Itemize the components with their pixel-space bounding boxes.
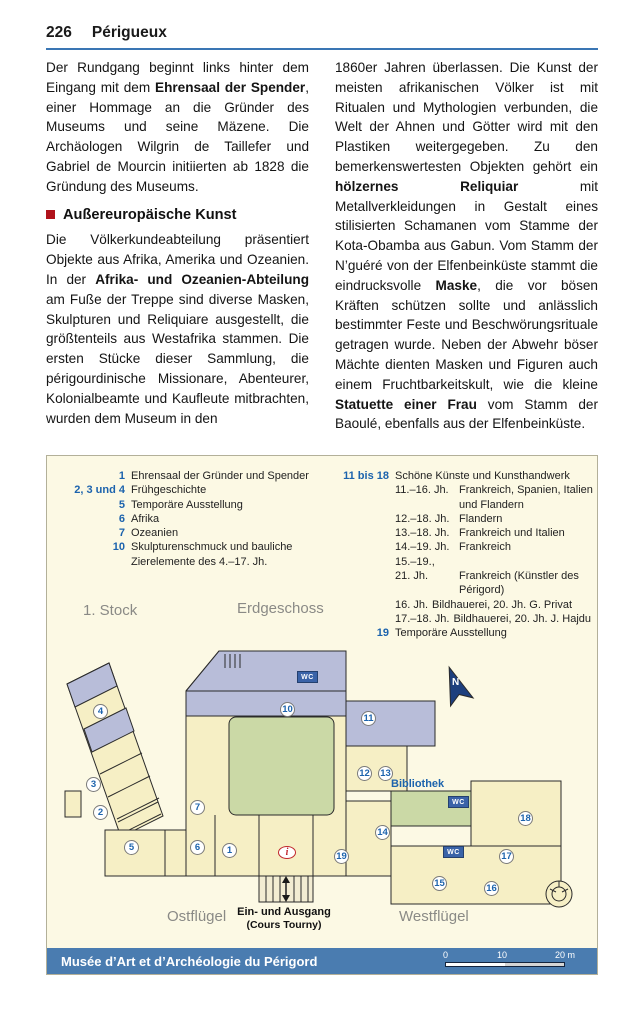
room-marker-4: 4 <box>93 704 108 719</box>
text-run: 1860er Jahren überlassen. Die Kunst der meisten afrikanischen Völker ist mit Ritualen und Mythologien verbunden, die Welt der Ahnen und Götter wird mit den Plastiken weitergegeben. Zu den bemerkenswertesten Objekten gehört ein <box>335 60 598 174</box>
page-number: 226 <box>46 24 72 41</box>
room-marker-19: 19 <box>334 849 349 864</box>
legend-text: Flandern <box>459 512 503 525</box>
legend-period: 17.–18. Jh. <box>395 612 450 625</box>
wing-label-west: Westflügel <box>399 908 469 925</box>
text-run: Die Völkerkundeabteilung präsentiert Objekte aus Afrika, Amerika und Ozeanien. In der <box>46 232 309 287</box>
legend-number: 7 <box>118 527 125 540</box>
main-building-upper <box>186 651 346 716</box>
legend-text: Bildhauerei, 20. Jh. J. Hajdu <box>453 612 592 625</box>
room-marker-14: 14 <box>375 825 390 840</box>
legend-period: 11.–16. Jh. <box>395 484 449 497</box>
room-11-strip <box>346 701 435 746</box>
legend-right <box>341 469 593 641</box>
room-marker-18: 18 <box>518 811 533 826</box>
page-header <box>46 24 598 50</box>
paragraph <box>335 58 598 434</box>
wing-label-east: Ostflügel <box>167 908 227 925</box>
legend-subrow <box>341 598 593 612</box>
legend-text: Frankreich (Künstler des Périgord) <box>459 570 579 597</box>
legend-row <box>61 540 329 569</box>
text-run: mit Metallverkleidungen in Gestalt eines stilisierten Schamanen vom Stamme der Kota-Obamba aus Gabun. Vom Stamm der N’guéré von der Elfenbeinküste stammt die eindrucksvolle <box>335 178 598 293</box>
text-run: vom Stamm der Baoulé, ebenfalls aus der Elfenbeinküste. <box>335 396 598 432</box>
scale-tick-0: 0 <box>443 950 449 960</box>
wc-marker: WC <box>443 846 464 858</box>
legend-row <box>341 469 593 483</box>
article-columns <box>46 58 598 450</box>
room-marker-1: 1 <box>222 843 237 858</box>
legend-text: Temporäre Ausstellung <box>131 498 243 511</box>
legend-subrow <box>341 526 593 540</box>
bold-run: Maske <box>435 277 478 293</box>
legend-row <box>61 498 329 512</box>
legend-text: Bildhauerei, 20. Jh. G. Privat <box>432 598 573 611</box>
legend-period: 21. Jh. <box>395 570 429 583</box>
room-marker-3: 3 <box>86 777 101 792</box>
article-column-right <box>335 58 598 450</box>
scale-tick-10: 10 <box>497 950 508 960</box>
legend-subrow <box>341 569 593 598</box>
legend-text: Ehrensaal der Gründer und Spender <box>131 470 309 482</box>
room-marker-10: 10 <box>280 702 295 717</box>
legend-text: Ozeanien <box>131 527 179 540</box>
legend-row <box>61 512 329 526</box>
legend-subrow <box>341 612 593 626</box>
legend-period: 15.–19., <box>395 555 435 568</box>
legend-text: Frankreich und Italien <box>459 527 565 540</box>
courtyard <box>229 717 334 815</box>
entrance-label <box>223 906 345 931</box>
legend-text: Schöne Künste und Kunsthandwerk <box>395 470 570 482</box>
legend-number: 1 <box>118 470 125 482</box>
text-run: Der Rundgang beginnt links hinter dem Eingang mit dem <box>46 60 309 95</box>
room-marker-17: 17 <box>499 849 514 864</box>
map-footer-bar <box>47 948 597 974</box>
legend-text: Skulpturenschmuck und bauliche Zierelemente des 4.–17. Jh. <box>131 541 293 568</box>
room-marker-5: 5 <box>124 840 139 855</box>
legend-text: Frankreich <box>459 541 511 554</box>
floor-plan-svg <box>47 606 598 950</box>
entrance-label-line2: (Cours Tourny) <box>246 919 322 931</box>
legend-number: 11 bis 18 <box>343 470 389 482</box>
bold-run: Statuette einer Frau <box>335 396 477 412</box>
floor-label-ground-floor: Erdgeschoss <box>237 600 324 617</box>
legend-subrow <box>341 555 593 569</box>
legend-period: 16. Jh. <box>395 598 429 611</box>
legend-row <box>61 483 329 497</box>
paragraph <box>46 58 309 197</box>
info-point-icon: i <box>278 846 296 859</box>
legend-period: 13.–18. Jh. <box>395 527 450 540</box>
legend-text: Frankreich, Spanien, Italien und Flandern <box>459 484 593 511</box>
page-title: Périgueux <box>91 24 167 41</box>
legend-number: 19 <box>376 627 389 640</box>
wc-marker: WC <box>297 671 318 683</box>
legend-text: Afrika <box>131 512 160 525</box>
floor-label-first-floor: 1. Stock <box>83 602 138 619</box>
legend-period: 12.–18. Jh. <box>395 512 450 525</box>
east-wing-annex <box>65 791 81 817</box>
section-heading-text: Außereuropäische Kunst <box>63 206 237 223</box>
bold-run: Afrika- und Ozeanien-Abteilung <box>95 271 309 287</box>
wc-marker: WC <box>448 796 469 808</box>
text-run: , die vor bösen Kräften schützen sollte und anlässlich bestimmter Feste und Beschwörungsrituale getragen wurde. Neben der Abwehr böser Mächte dienten Masken und Figuren auch einem Fruchtbarkeitskult, wie die kleine <box>335 277 598 392</box>
legend-number: 5 <box>118 498 125 511</box>
legend-subrow <box>341 540 593 554</box>
room-marker-6: 6 <box>190 840 205 855</box>
legend-number: 2, 3 und 4 <box>74 484 125 497</box>
room-marker-11: 11 <box>361 711 376 726</box>
legend-row <box>61 469 329 483</box>
legend-row <box>341 626 593 640</box>
library-label: Bibliothek <box>391 778 445 790</box>
room-marker-15: 15 <box>432 876 447 891</box>
text-run: , einer Hommage an die Gründer des Museums und seine Mäzene. Die Archäologen Wilgrin de Taillefer und Gabriel de Mourcin initiierten ab 1828 die Gründung des Museums. <box>46 79 309 194</box>
paragraph <box>46 230 309 428</box>
south-gallery <box>391 846 561 904</box>
legend-period: 14.–19. Jh. <box>395 541 450 554</box>
legend-number: 10 <box>112 541 125 554</box>
map-scale-bar <box>445 950 585 972</box>
legend-number: 6 <box>118 512 125 525</box>
museum-name: Musée d’Art et d’Archéologie du Périgord <box>61 953 318 969</box>
legend-text: Temporäre Ausstellung <box>395 627 507 640</box>
north-label: N <box>452 677 460 688</box>
legend-row <box>61 526 329 540</box>
scale-segments <box>445 962 565 967</box>
bold-run: Ehrensaal der Spender <box>155 79 306 95</box>
legend-text <box>459 555 593 569</box>
room-marker-2: 2 <box>93 805 108 820</box>
room-marker-7: 7 <box>190 800 205 815</box>
scale-tick-20: 20 m <box>555 950 576 960</box>
room-marker-16: 16 <box>484 881 499 896</box>
legend-left <box>61 469 329 569</box>
red-square-bullet-icon <box>46 210 55 219</box>
section-heading <box>46 206 309 226</box>
text-run: am Fuße der Treppe sind diverse Masken, Skulpturen und Reliquiare ausgestellt, die größtenteils aus Westafrika stammen. Die ersten Stücke dieser Sammlung, die périgourdinische Missionare, Abenteurer, Kolonialbeamte und Kaufleute mitbrachten, wurden dem Museum in den <box>46 291 309 426</box>
legend-subrow <box>341 512 593 526</box>
room-18 <box>471 781 561 846</box>
room-marker-13: 13 <box>378 766 393 781</box>
legend-subrow <box>341 483 593 512</box>
floor-plan-box <box>46 455 598 975</box>
legend-text: Frühgeschichte <box>131 484 207 497</box>
entrance-label-line1: Ein- und Ausgang <box>237 906 331 918</box>
bold-run: hölzernes Reliquiar <box>335 178 519 194</box>
room-marker-12: 12 <box>357 766 372 781</box>
article-column-left <box>46 58 309 450</box>
